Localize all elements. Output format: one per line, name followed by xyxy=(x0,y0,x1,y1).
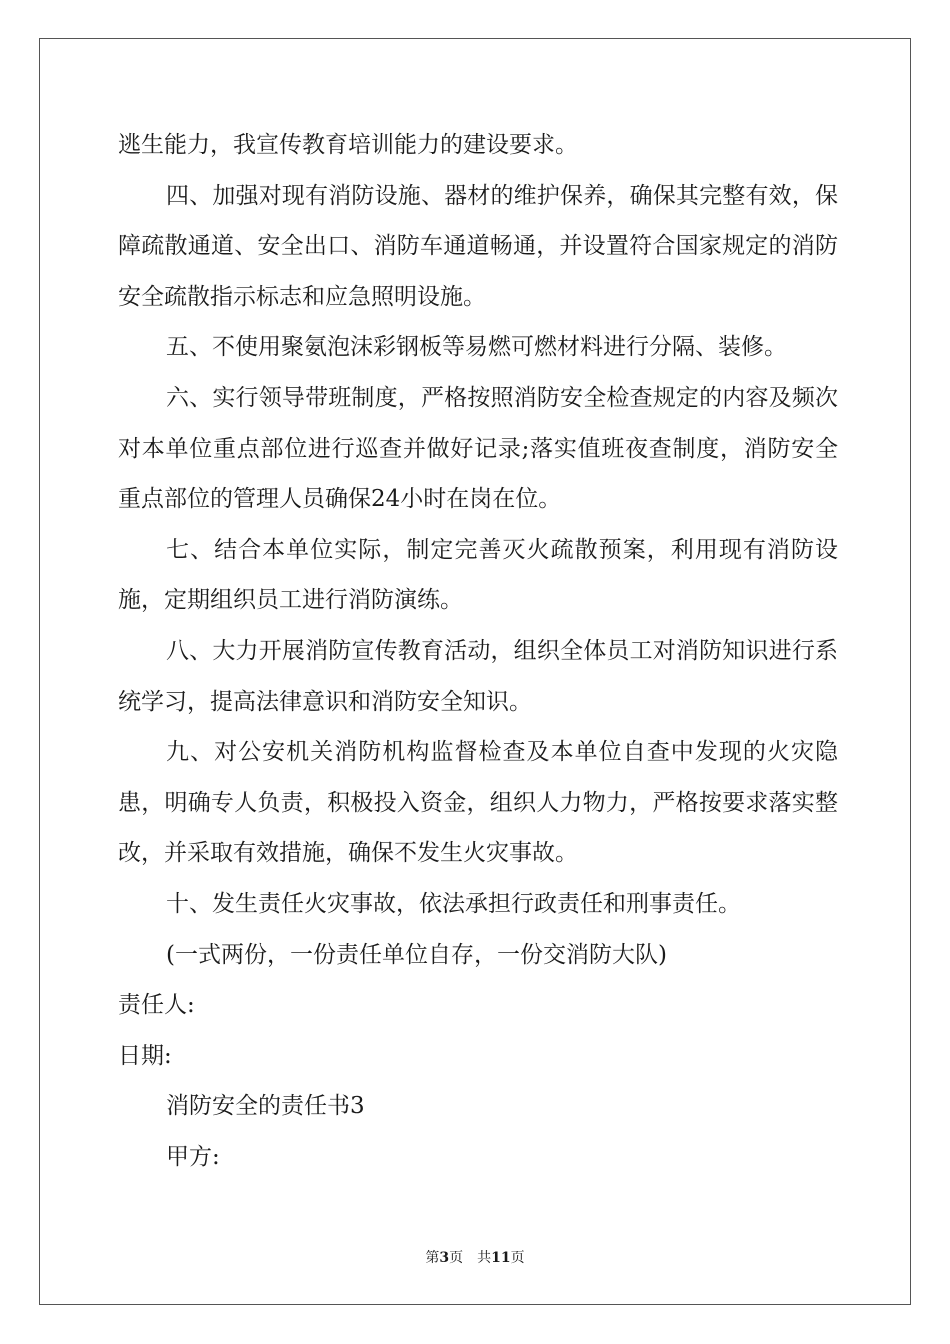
section-title: 消防安全的责任书3 xyxy=(166,1093,365,1120)
date-label: 日期: xyxy=(118,1042,172,1069)
paragraph-item-8: 八、大力开展消防宣传教育活动，组织全体员工对消防知识进行系统学习，提高法律意识和消防安全知识。 xyxy=(118,637,838,715)
page-footer xyxy=(0,1247,950,1267)
footer-page-suffix: 页 共 xyxy=(449,1250,492,1266)
footer-current-page: 3 xyxy=(439,1250,450,1266)
document-body xyxy=(118,120,838,1182)
paragraph-item-4: 四、加强对现有消防设施、器材的维护保养，确保其完整有效，保障疏散通道、安全出口、消防车通道畅通，并设置符合国家规定的消防安全疏散指示标志和应急照明设施。 xyxy=(118,182,838,310)
footer-total-suffix: 页 xyxy=(510,1250,525,1266)
paragraph-continuation: 逃生能力，我宣传教育培训能力的建设要求。 xyxy=(118,132,578,158)
footer-total-pages: 11 xyxy=(491,1250,511,1266)
paragraph-item-7: 七、结合本单位实际，制定完善灭火疏散预案，利用现有消防设施，定期组织员工进行消防演练。 xyxy=(118,536,838,614)
paragraph-item-9: 九、对公安机关消防机构监督检查及本单位自查中发现的火灾隐患，明确专人负责，积极投入资金，组织人力物力，严格按要求落实整改，并采取有效措施，确保不发生火灾事故。 xyxy=(118,739,838,867)
responsible-person-label: 责任人: xyxy=(118,992,195,1019)
footer-prefix: 第 xyxy=(425,1250,440,1266)
paragraph-item-5: 五、不使用聚氨泡沫彩钢板等易燃可燃材料进行分隔、装修。 xyxy=(166,334,787,361)
copies-note: (一式两份，一份责任单位自存，一份交消防大队) xyxy=(166,941,667,968)
paragraph-item-6: 六、实行领导带班制度，严格按照消防安全检查规定的内容及频次对本单位重点部位进行巡查并做好记录;落实值班夜查制度，消防安全重点部位的管理人员确保24小时在岗在位。 xyxy=(118,384,838,513)
party-a-label: 甲方: xyxy=(166,1143,220,1170)
paragraph-item-10: 十、发生责任火灾事故，依法承担行政责任和刑事责任。 xyxy=(166,890,741,917)
